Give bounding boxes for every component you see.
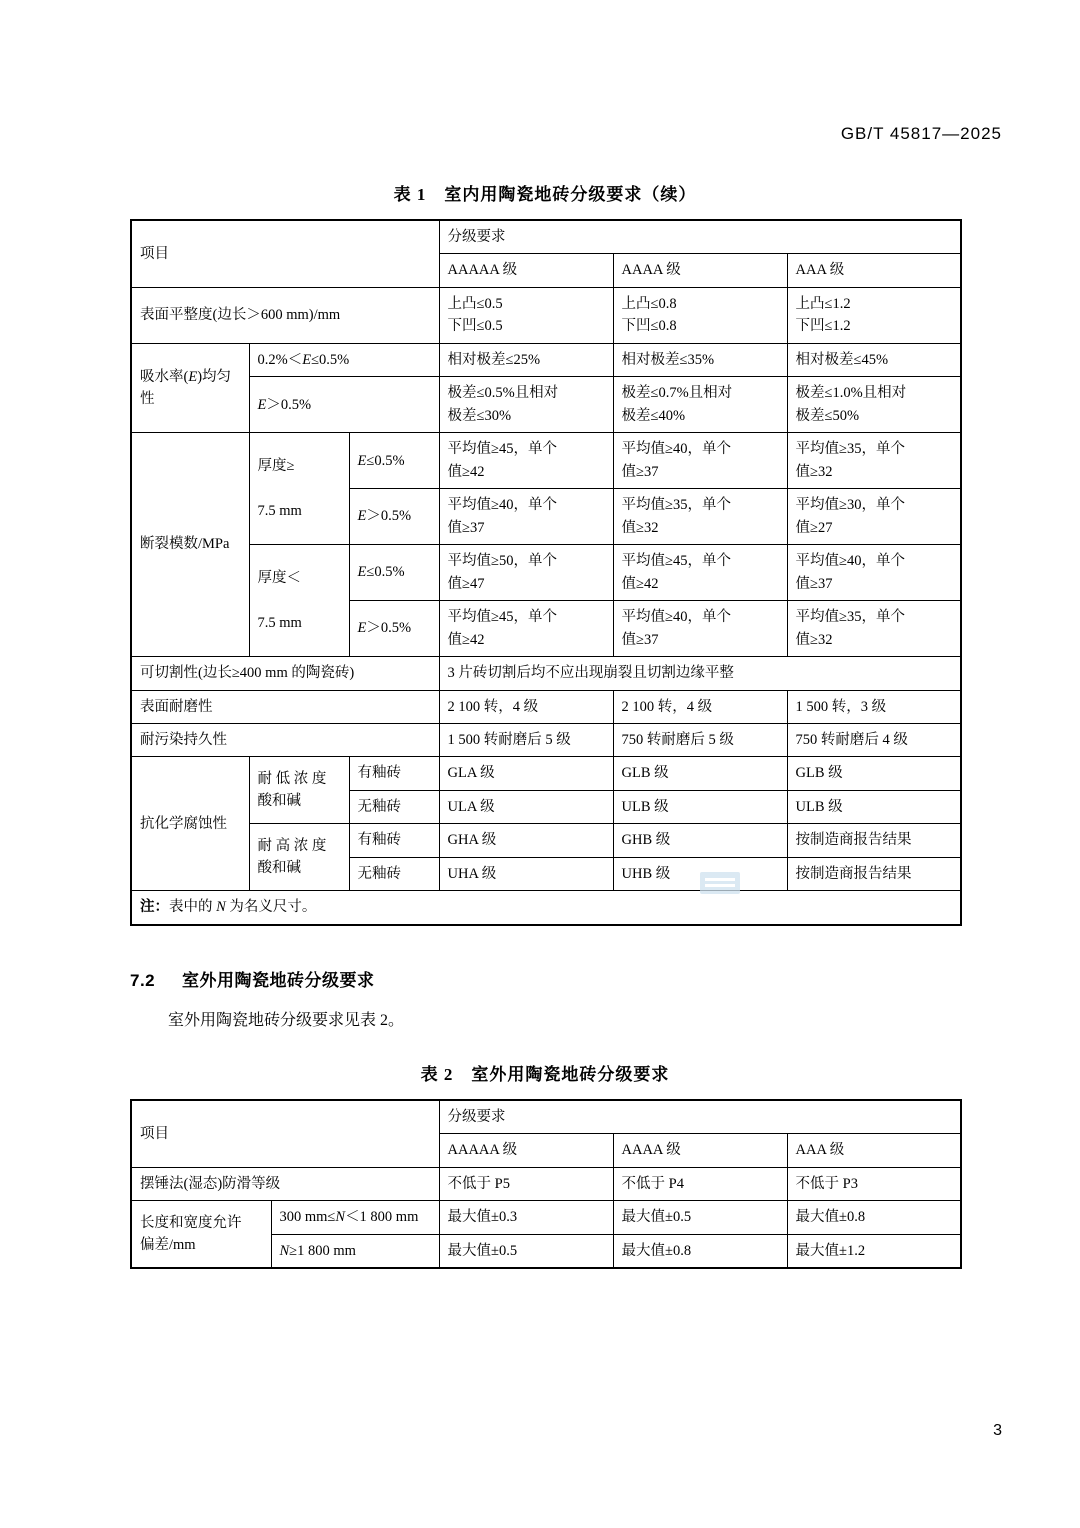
- table1-header-item: 项目: [131, 220, 439, 287]
- table1-row1-c2: 相对极差≤45%: [787, 343, 961, 376]
- table1-row0-c2: 上凸≤1.2 下凹≤1.2: [787, 287, 961, 343]
- page-content: [130, 180, 960, 1269]
- table1-row9-c0: 1 500 转耐磨后 5 级: [439, 723, 613, 756]
- table1-row4-c1: 平均值≥35，单个 值≥32: [613, 489, 787, 545]
- table1-row12-c2: 按制造商报告结果: [787, 824, 961, 857]
- table2-row2-c1: 最大值±0.8: [613, 1234, 787, 1268]
- table1-row11-c0: ULA 级: [439, 790, 613, 823]
- table1-row2-c0: 极差≤0.5%且相对 极差≤30%: [439, 377, 613, 433]
- table1-row9-c1: 750 转耐磨后 5 级: [613, 723, 787, 756]
- table1-row3-c2: 平均值≥35，单个 值≥32: [787, 433, 961, 489]
- table-row: [131, 287, 961, 343]
- table1-row3-c0: 平均值≥45，单个 值≥42: [439, 433, 613, 489]
- table1-row10-c0: GLA 级: [439, 757, 613, 790]
- table1-row13-c0: UHA 级: [439, 857, 613, 890]
- table1-row12-c0: GHA 级: [439, 824, 613, 857]
- table1-row3-item: 断裂模数/MPa: [131, 433, 249, 657]
- table1-row11-c2: ULB 级: [787, 790, 961, 823]
- table1-row5-c1: 平均值≥45，单个 值≥42: [613, 545, 787, 601]
- table2-header-level-aaaaa: AAAAA 级: [439, 1134, 613, 1167]
- table1-note-row: [131, 891, 961, 925]
- table-row: [131, 1167, 961, 1200]
- table1-row9-c2: 750 转耐磨后 4 级: [787, 723, 961, 756]
- table1-row12-c1: GHB 级: [613, 824, 787, 857]
- table2-row1-c1: 最大值±0.5: [613, 1201, 787, 1234]
- table1-row3-c1: 平均值≥40，单个 值≥37: [613, 433, 787, 489]
- table1-row6-sub2: E＞0.5%: [349, 601, 439, 657]
- table-row: [131, 433, 961, 489]
- table2-row0-c1: 不低于 P4: [613, 1167, 787, 1200]
- table1-row6-c2: 平均值≥35，单个 值≥32: [787, 601, 961, 657]
- table1-header-level-aaa: AAA 级: [787, 254, 961, 287]
- table1-row11-c1: ULB 级: [613, 790, 787, 823]
- table1-note: [131, 891, 961, 925]
- table1-row4-sub2: E＞0.5%: [349, 489, 439, 545]
- table1-row1-item: 吸水率(E)均匀性: [131, 343, 249, 432]
- table1-row5-c0: 平均值≥50，单个 值≥47: [439, 545, 613, 601]
- section-7-2-heading: [130, 966, 960, 991]
- watermark-logo: [700, 872, 740, 894]
- table1-row0-c1: 上凸≤0.8 下凹≤0.8: [613, 287, 787, 343]
- table1-row2-sub: E＞0.5%: [249, 377, 439, 433]
- section-title: 室外用陶瓷地砖分级要求: [182, 970, 375, 990]
- table1-row0-item: [131, 287, 439, 343]
- table-row: [131, 690, 961, 723]
- table1-row2-c1: 极差≤0.7%且相对 极差≤40%: [613, 377, 787, 433]
- table1-row10-c2: GLB 级: [787, 757, 961, 790]
- table-row: [131, 723, 961, 756]
- table-row: [131, 1201, 961, 1234]
- table-2-outdoor-ceramic-floor-tile-grading: [130, 1099, 962, 1269]
- table1-row6-c1: 平均值≥40，单个 值≥37: [613, 601, 787, 657]
- table1-row9-item: 耐污染持久性: [131, 723, 439, 756]
- table2-caption: 表 2 室外用陶瓷地砖分级要求: [420, 1064, 670, 1084]
- table1-row7-item: 可切割性(边长≥400 mm 的陶瓷砖): [131, 657, 439, 690]
- table2-row0-item: 摆锤法(湿态)防滑等级: [131, 1167, 439, 1200]
- table-row: [131, 757, 961, 790]
- table-row: [131, 343, 961, 376]
- table2-row0-c0: 不低于 P5: [439, 1167, 613, 1200]
- table1-row6-c0: 平均值≥45，单个 值≥42: [439, 601, 613, 657]
- table1-row12-sub2: 有釉砖: [349, 824, 439, 857]
- table1-row1-c1: 相对极差≤35%: [613, 343, 787, 376]
- table2-row0-c2: 不低于 P3: [787, 1167, 961, 1200]
- page-header-standard-id: GB/T 45817—2025: [840, 124, 1002, 143]
- table-row: [131, 824, 961, 857]
- table-1-indoor-ceramic-floor-tile-grading: [130, 219, 962, 926]
- table2-row1-c2: 最大值±0.8: [787, 1201, 961, 1234]
- table1-row10-item: 抗化学腐蚀性: [131, 757, 249, 891]
- table2-row2-sub: N≥1 800 mm: [271, 1234, 439, 1268]
- table2-header-group: 分级要求: [439, 1100, 961, 1134]
- table2-header-level-aaa: AAA 级: [787, 1134, 961, 1167]
- table1-row0-c0: 上凸≤0.5 下凹≤0.5: [439, 287, 613, 343]
- table2-row1-item: 长度和宽度允许 偏差/mm: [131, 1201, 271, 1268]
- table1-row13-c1: UHB 级: [613, 857, 787, 890]
- table2-header-row-1: [131, 1100, 961, 1134]
- section-7-2-paragraph: 室外用陶瓷地砖分级要求见表 2。: [168, 1011, 405, 1029]
- table1-row11-sub2: 无釉砖: [349, 790, 439, 823]
- table2-row1-c0: 最大值±0.3: [439, 1201, 613, 1234]
- table1-row12-sub1: 耐 高 浓 度 酸和碱: [249, 824, 349, 891]
- table1-header-level-aaaa: AAAA 级: [613, 254, 787, 287]
- table2-row1-sub: 300 mm≤N＜1 800 mm: [271, 1201, 439, 1234]
- table1-row1-sub: 0.2%＜E≤0.5%: [249, 343, 439, 376]
- table1-row3-sub1: 厚度≥ 7.5 mm: [249, 433, 349, 545]
- section-number: 7.2: [130, 970, 156, 990]
- table1-row8-c0: 2 100 转，4 级: [439, 690, 613, 723]
- table1-note-text: 表中的 N 为名义尺寸。: [169, 899, 317, 916]
- table1-row13-c2: 按制造商报告结果: [787, 857, 961, 890]
- page-number: 3: [993, 1422, 1002, 1439]
- table1-row10-sub1: 耐 低 浓 度 酸和碱: [249, 757, 349, 824]
- table1-row2-c2: 极差≤1.0%且相对 极差≤50%: [787, 377, 961, 433]
- table1-row8-c1: 2 100 转，4 级: [613, 690, 787, 723]
- table1-row8-c2: 1 500 转，3 级: [787, 690, 961, 723]
- table1-row8-item: 表面耐磨性: [131, 690, 439, 723]
- table1-note-label: 注：: [140, 899, 169, 916]
- table1-row3-sub2: E≤0.5%: [349, 433, 439, 489]
- table-row: [131, 657, 961, 690]
- table1-row4-c2: 平均值≥30，单个 值≥27: [787, 489, 961, 545]
- table2-row2-c0: 最大值±0.5: [439, 1234, 613, 1268]
- row-label: 表面平整度(边长＞600 mm)/mm: [140, 307, 341, 324]
- table-row: [131, 545, 961, 601]
- table1-row13-sub2: 无釉砖: [349, 857, 439, 890]
- table1-header-level-aaaaa: AAAAA 级: [439, 254, 613, 287]
- table1-row4-c0: 平均值≥40，单个 值≥37: [439, 489, 613, 545]
- table1-row5-c2: 平均值≥40，单个 值≥37: [787, 545, 961, 601]
- table1-row5-sub1: 厚度＜ 7.5 mm: [249, 545, 349, 657]
- table2-header-item: 项目: [131, 1100, 439, 1167]
- table1-row10-sub2: 有釉砖: [349, 757, 439, 790]
- table1-header-group: 分级要求: [439, 220, 961, 254]
- table2-header-level-aaaa: AAAA 级: [613, 1134, 787, 1167]
- table1-row1-c0: 相对极差≤25%: [439, 343, 613, 376]
- table1-row7-span: 3 片砖切割后均不应出现崩裂且切割边缘平整: [439, 657, 961, 690]
- table1-row5-sub2: E≤0.5%: [349, 545, 439, 601]
- table1-row10-c1: GLB 级: [613, 757, 787, 790]
- table-row: [131, 377, 961, 433]
- table1-header-row-1: [131, 220, 961, 254]
- table2-row2-c2: 最大值±1.2: [787, 1234, 961, 1268]
- table1-caption: 表 1 室内用陶瓷地砖分级要求（续）: [393, 185, 697, 204]
